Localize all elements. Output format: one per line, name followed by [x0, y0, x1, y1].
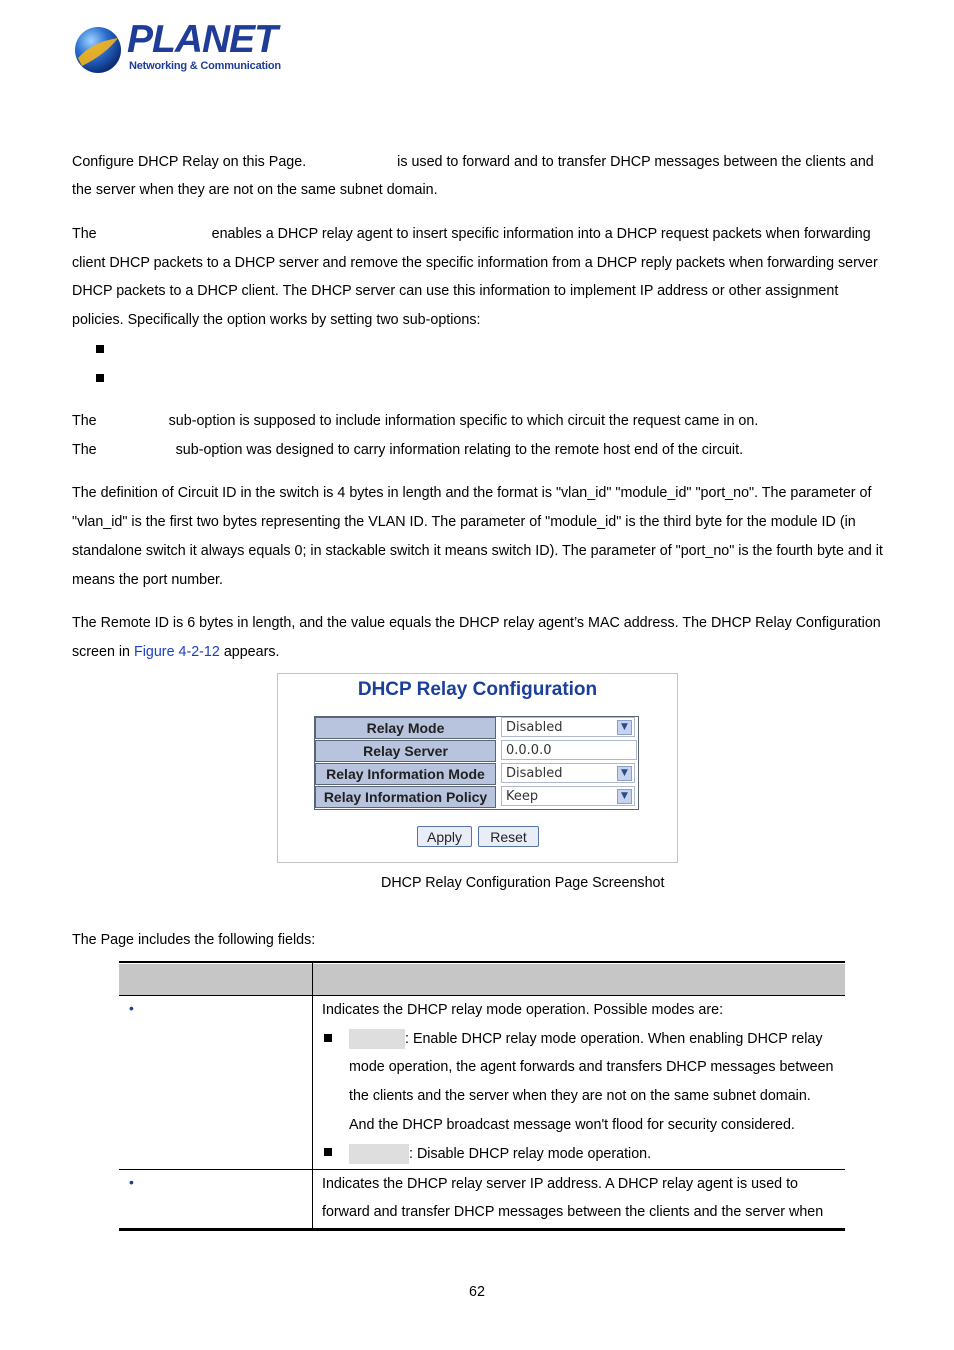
intro-p3-line1: The sub-option is supposed to include information specific to which circuit the request came in on.	[72, 413, 759, 429]
table-header	[119, 964, 845, 995]
apply-button[interactable]: Apply	[417, 826, 472, 847]
intro-p5-line1: The Remote ID is 6 bytes in length, and the value equals the DHCP relay agent’s MAC address. The DHCP Relay Configuration	[72, 615, 881, 631]
table-column-divider	[312, 961, 313, 1229]
relay-info-policy-label: Relay Information Policy	[315, 786, 496, 808]
dhcp-relay-screenshot	[277, 673, 678, 863]
row1-item1-line2: mode operation, the agent forwards and transfers DHCP messages between	[349, 1059, 834, 1075]
fields-intro: The Page includes the following fields:	[72, 932, 316, 948]
relay-mode-label: Relay Mode	[315, 717, 496, 739]
globe-icon	[72, 24, 124, 76]
bullet-square	[324, 1034, 332, 1042]
chevron-down-icon[interactable]: ▼	[617, 766, 632, 781]
intro-p4-line3: standalone switch it always equals 0; in stackable switch it means switch ID). The parameter of "port_no" is the fourth byte and it	[72, 543, 883, 559]
relay-info-mode-select[interactable]: Disabled ▼	[501, 763, 635, 783]
table-top-rule	[119, 961, 845, 963]
intro-p1-line1: Configure DHCP Relay on this Page. is used to forward and to transfer DHCP messages between the clients and	[72, 154, 874, 170]
screenshot-caption: DHCP Relay Configuration Page Screenshot	[381, 875, 665, 891]
row1-item1-line4: And the DHCP broadcast message won't flood for security considered.	[349, 1117, 795, 1133]
row-bullet: •	[129, 1000, 134, 1016]
intro-p2-line3: DHCP packets to a DHCP client. The DHCP server can use this information to implement IP address or other assignment	[72, 283, 839, 299]
intro-p4-line1: The definition of Circuit ID in the switch is 4 bytes in length and the format is "vlan_id" "module_id" "port_no". The parameter of	[72, 485, 872, 501]
row1-item2-line1: : Disable DHCP relay mode operation.	[349, 1144, 651, 1164]
fields-table	[119, 961, 845, 1231]
intro-p4-line4: means the port number.	[72, 572, 223, 588]
intro-p3-line2: The sub-option was designed to carry information relating to the remote host end of the circuit.	[72, 442, 744, 458]
row1-item1-line1: : Enable DHCP relay mode operation. When enabling DHCP relay	[349, 1029, 822, 1049]
page-number: 62	[469, 1284, 485, 1300]
relay-info-mode-label: Relay Information Mode	[315, 763, 496, 785]
table-divider	[119, 1169, 845, 1170]
intro-p2-line4: policies. Specifically the option works by setting two sub-options:	[72, 312, 481, 328]
relay-info-policy-select[interactable]: Keep ▼	[501, 786, 635, 806]
figure-link[interactable]: Figure 4-2-12	[134, 644, 220, 660]
row2-description-line2: forward and transfer DHCP messages between the clients and the server when	[322, 1204, 824, 1220]
row1-item1-line3: the clients and the server when they are not on the same subnet domain.	[349, 1088, 811, 1104]
intro-p2-line2: client DHCP packets to a DHCP server and remove the specific information from a DHCP reply packets when forwarding server	[72, 255, 878, 271]
screenshot-title: DHCP Relay Configuration	[357, 679, 598, 700]
table-bottom-rule	[119, 1228, 845, 1231]
row1-description: Indicates the DHCP relay mode operation. Possible modes are:	[322, 1002, 724, 1018]
logo-tagline: Networking & Communication	[129, 60, 281, 72]
logo-wordmark: PLANET	[127, 18, 277, 61]
reset-button[interactable]: Reset	[478, 826, 539, 847]
chevron-down-icon[interactable]: ▼	[617, 720, 632, 735]
relay-mode-select[interactable]: Disabled ▼	[501, 717, 635, 737]
bullet-square	[96, 345, 104, 353]
bullet-square	[324, 1148, 332, 1156]
intro-p4-line2: "vlan_id" is the first two bytes representing the VLAN ID. The parameter of "module_id" is the third byte for the module ID (in	[72, 514, 856, 530]
bullet-square	[96, 374, 104, 382]
table-divider	[119, 995, 845, 996]
intro-p2-line1: The enables a DHCP relay agent to insert specific information into a DHCP request packets when forwarding	[72, 226, 871, 242]
relay-server-label: Relay Server	[315, 740, 496, 762]
intro-p5-line2: screen in Figure 4-2-12 appears.	[72, 644, 280, 660]
row2-description-line1: Indicates the DHCP relay server IP address. A DHCP relay agent is used to	[322, 1176, 799, 1192]
relay-server-input[interactable]: 0.0.0.0	[501, 740, 637, 760]
row-bullet: •	[129, 1174, 134, 1190]
chevron-down-icon[interactable]: ▼	[617, 789, 632, 804]
intro-p1-line2: the server when they are not on the same subnet domain.	[72, 182, 438, 198]
planet-logo	[72, 18, 281, 78]
